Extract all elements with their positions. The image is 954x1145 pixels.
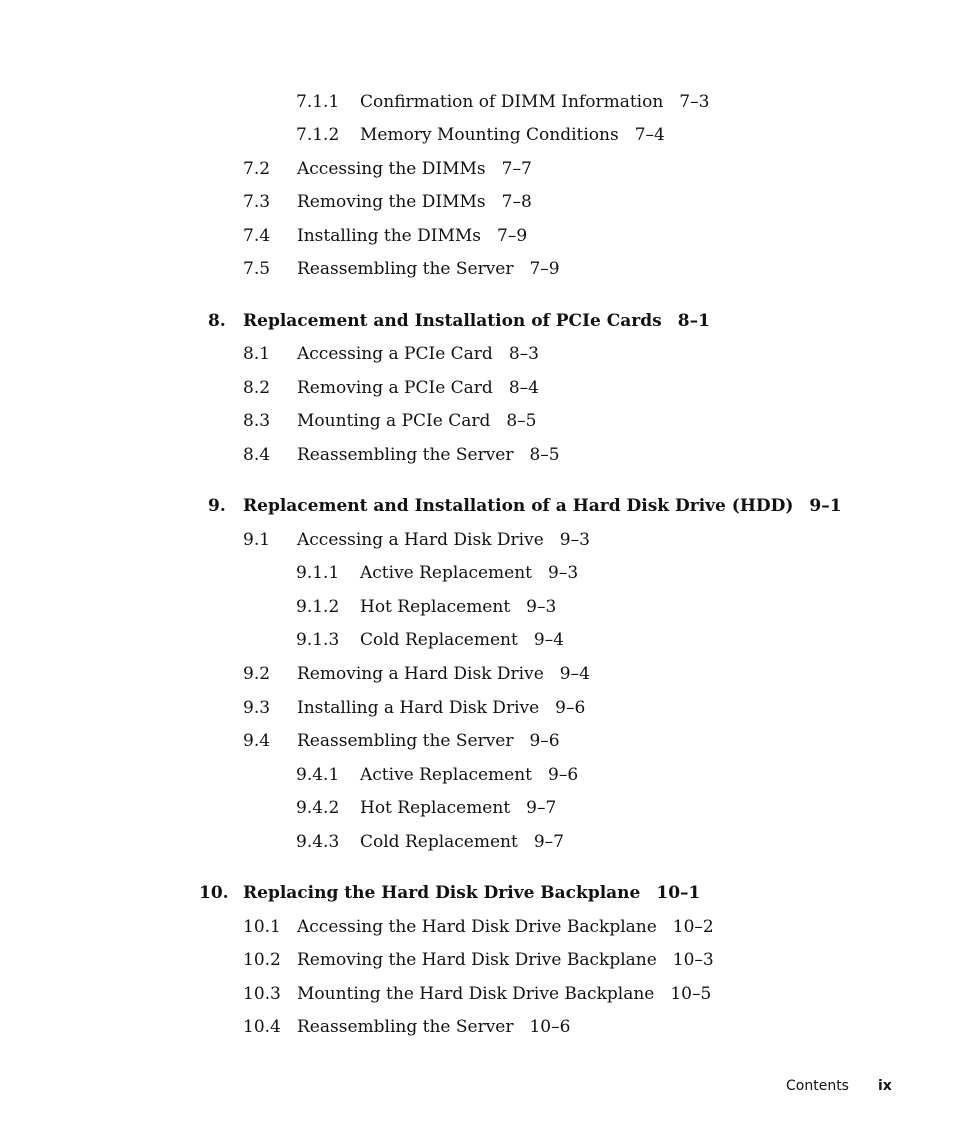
toc-entry-page: 7–3: [679, 92, 710, 112]
toc-entry-number: 9.4.1: [296, 765, 340, 785]
toc-entry-number: 8.1: [243, 344, 271, 364]
toc-entry-title-line: [297, 664, 590, 684]
toc-entry-number: 9.1.3: [296, 630, 340, 650]
toc-entry-title: Removing the Hard Disk Drive Backplane: [297, 950, 657, 970]
toc-entry-title: Cold Replacement: [360, 630, 518, 650]
toc-entry-number: 8.4: [243, 445, 271, 465]
toc-entry-number: 9.4.3: [296, 832, 340, 852]
toc-entry-title: Replacement and Installation of PCIe Cards: [243, 311, 662, 331]
toc-entry-page: 8–3: [508, 344, 539, 364]
toc-entry-title-line: [360, 125, 665, 145]
toc-entry-page: 8–5: [529, 445, 560, 465]
toc-entry-page: 9–1: [809, 496, 842, 516]
toc-entry-title-line: [297, 731, 560, 751]
toc-entry-title-line: [297, 530, 590, 550]
toc-entry-page: 9–3: [559, 530, 590, 550]
toc-entry-title-line: [297, 917, 714, 937]
toc-entry-number: 9.4.2: [296, 798, 340, 818]
toc-entry-title-line: [360, 798, 556, 818]
toc-entry-title-line: [297, 226, 527, 246]
toc-entry-title: Removing a Hard Disk Drive: [297, 664, 544, 684]
toc-entry-number: 7.1.1: [296, 92, 340, 112]
toc-entry-title-line: [297, 950, 714, 970]
toc-entry-title: Installing a Hard Disk Drive: [297, 698, 540, 718]
toc-entry-title: Mounting the Hard Disk Drive Backplane: [297, 984, 655, 1004]
toc-entry-number: 9.1.2: [296, 597, 340, 617]
toc-entry-number: 9.4: [243, 731, 271, 751]
toc-entry-page: 9–6: [529, 731, 560, 751]
toc-entry-title-line: [360, 563, 578, 583]
toc-entry-title: Hot Replacement: [360, 597, 511, 617]
toc-entry-page: 9–3: [548, 563, 579, 583]
toc-entry-page: 9–7: [526, 798, 557, 818]
toc-entry-title-line: [297, 159, 532, 179]
toc-entry-title: Accessing a PCIe Card: [297, 344, 493, 364]
toc-entry-page: 10–2: [672, 917, 714, 937]
toc-entry-page: 8–4: [508, 378, 539, 398]
toc-entry-title-line: [297, 192, 532, 212]
toc-entry-title: Accessing the DIMMs: [297, 159, 486, 179]
toc-entry-title-line: [360, 597, 556, 617]
toc-entry-title-line: [243, 311, 710, 331]
toc-entry-number: 10.4: [243, 1017, 281, 1037]
toc-entry-number: 7.1.2: [296, 125, 340, 145]
toc-entry-title-line: [297, 378, 539, 398]
toc-entry-number: 9.1.1: [296, 563, 340, 583]
toc-entry-title: Reassembling the Server: [297, 445, 514, 465]
toc-entry-number: 9.2: [243, 664, 271, 684]
toc-entry-title-line: [360, 92, 709, 112]
toc-entry-title: Accessing the Hard Disk Drive Backplane: [297, 917, 657, 937]
toc-entry-page: 7–7: [501, 159, 532, 179]
toc-entry-page: 9–6: [548, 765, 579, 785]
toc-entry-number: 7.4: [243, 226, 271, 246]
toc-entry-title-line: [360, 832, 564, 852]
toc-entry-page: 8–5: [506, 411, 537, 431]
toc-entry-page: 9–4: [533, 630, 564, 650]
toc-entry-title-line: [297, 445, 560, 465]
toc-entry-title-line: [360, 630, 564, 650]
toc-entry-title: Active Replacement: [360, 563, 532, 583]
toc-entry-page: 10–1: [656, 883, 701, 903]
toc-entry-title-line: [297, 984, 711, 1004]
toc-entry-title: Confirmation of DIMM Information: [360, 92, 664, 112]
toc-entry-number: 9.: [208, 496, 226, 516]
toc-entry-title-line: [297, 259, 560, 279]
toc-entry-title: Accessing a Hard Disk Drive: [297, 530, 544, 550]
toc-entry-page: 10–3: [672, 950, 714, 970]
toc-entry-title: Installing the DIMMs: [297, 226, 482, 246]
toc-entry-title-line: [360, 765, 578, 785]
footer-section-label: Contents: [786, 1078, 849, 1094]
toc-entry-number: 8.3: [243, 411, 271, 431]
toc-entry-title: Removing a PCIe Card: [297, 378, 493, 398]
toc-entry-title: Replacement and Installation of a Hard Disk Drive (HDD): [243, 496, 794, 516]
toc-entry-page: 8–1: [677, 311, 710, 331]
toc-entry-number: 9.3: [243, 698, 271, 718]
toc-entry-title-line: [297, 698, 585, 718]
toc-entry-number: 7.2: [243, 159, 271, 179]
page-footer: [0, 1078, 954, 1098]
toc-entry-number: 10.3: [243, 984, 281, 1004]
toc-entry-page: 7–9: [529, 259, 560, 279]
toc-entry-number: 8.: [208, 311, 226, 331]
toc-entry-page: 10–6: [529, 1017, 571, 1037]
toc-entry-page: 9–6: [555, 698, 586, 718]
toc-entry-title: Reassembling the Server: [297, 1017, 514, 1037]
toc-entry-title: Cold Replacement: [360, 832, 518, 852]
toc-entry-title: Reassembling the Server: [297, 731, 514, 751]
toc-entry-number: 7.3: [243, 192, 271, 212]
toc-entry-title: Replacing the Hard Disk Drive Backplane: [243, 883, 641, 903]
toc-entry-page: 9–4: [559, 664, 590, 684]
footer-page-number: ix: [878, 1078, 892, 1094]
toc-entry-title: Mounting a PCIe Card: [297, 411, 491, 431]
toc-entry-title-line: [297, 411, 537, 431]
toc-entry-number: 8.2: [243, 378, 271, 398]
toc-entry-page: 7–8: [501, 192, 532, 212]
toc-entry-number: 7.5: [243, 259, 271, 279]
toc-entry-title: Memory Mounting Conditions: [360, 125, 619, 145]
toc-entry-number: 9.1: [243, 530, 271, 550]
toc-entry-title: Active Replacement: [360, 765, 532, 785]
toc-entry-number: 10.: [199, 883, 229, 903]
toc-entry-page: 9–3: [526, 597, 557, 617]
toc-entry-page: 9–7: [533, 832, 564, 852]
toc-entry-title-line: [243, 496, 842, 516]
toc-entry-number: 10.2: [243, 950, 281, 970]
toc-entry-number: 10.1: [243, 917, 281, 937]
toc-entry-title-line: [297, 344, 539, 364]
toc-entry-page: 7–9: [497, 226, 528, 246]
toc-entry-title-line: [243, 883, 700, 903]
toc-entry-title: Reassembling the Server: [297, 259, 514, 279]
toc-entry-page: 7–4: [634, 125, 665, 145]
toc-entry-title: Removing the DIMMs: [297, 192, 486, 212]
toc-entry-page: 10–5: [670, 984, 712, 1004]
toc-entry-title: Hot Replacement: [360, 798, 511, 818]
toc-entry-title-line: [297, 1017, 570, 1037]
